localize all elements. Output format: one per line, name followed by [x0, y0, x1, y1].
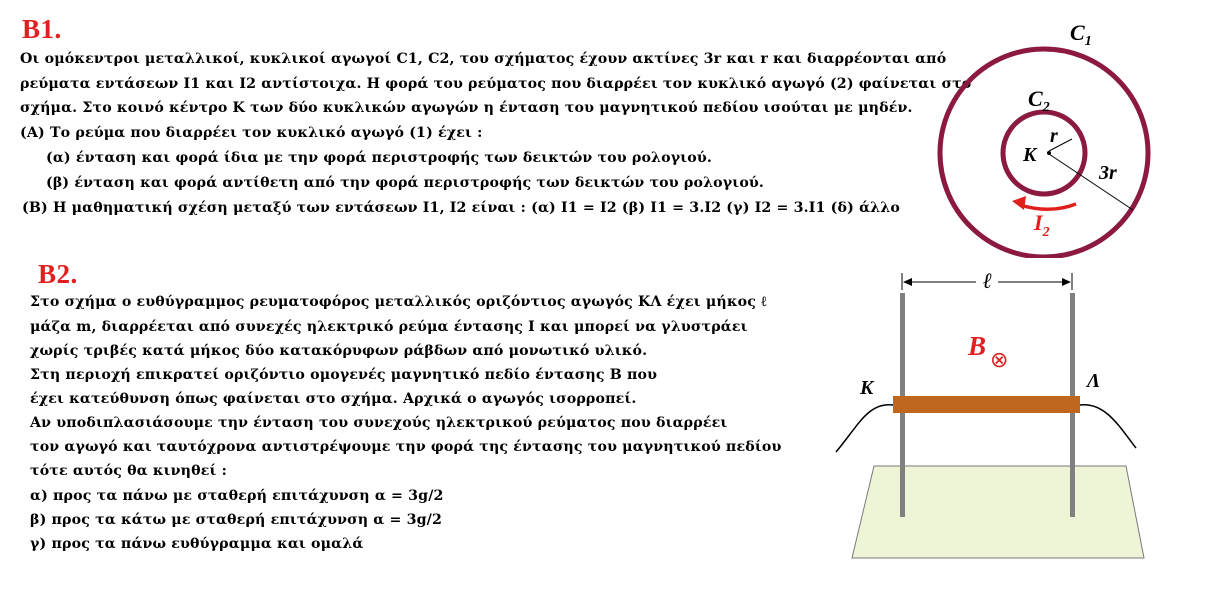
b2-text-line-8: τότε αυτός θα κινηθεί : — [30, 463, 228, 479]
b1-option-alpha: (α) ένταση και φορά ίδια με την φορά περιστροφής των δεικτών του ρολογιού. — [46, 150, 712, 166]
b2-text-line-2: μάζα m, διαρρέεται από συνεχές ηλεκτρικό ρεύμα έντασης Ι και μπορεί να γλυστράει — [30, 319, 748, 335]
b2-text-line-7: τον αγωγό και ταυτόχρονα αντιστρέψουμε την φορά της έντασης του μαγνητικού πεδίου — [30, 439, 782, 455]
length-arrow-right — [1062, 278, 1071, 286]
b2-heading: B2. — [38, 259, 78, 289]
length-label: ℓ — [982, 268, 992, 293]
inner-conductor-c2 — [1003, 112, 1085, 194]
b2-figure — [830, 266, 1170, 566]
length-arrow-left — [903, 278, 912, 286]
left-wire — [836, 405, 893, 452]
b1-text-line-2: ρεύματα εντάσεων Ι1 και Ι2 αντίστοιχα. Η φορά του ρεύματος που διαρρέει τον κυκλικό αγωγό (2) φαίνεται στο — [20, 76, 972, 92]
center-k-label: K — [1023, 144, 1037, 166]
b1-heading: B1. — [22, 14, 62, 44]
field-b-label: B — [968, 331, 987, 361]
b1-question-b: (Β) Η μαθηματική σχέση μεταξύ των εντάσεων Ι1, Ι2 είναι : (α) Ι1 = Ι2 (β) Ι1 = 3.Ι2 (γ) Ι2 = 3.Ι1 (δ) άλλο — [22, 200, 900, 216]
b2-option-c: γ) προς τα πάνω ευθύγραμμα και ομαλά — [30, 536, 364, 552]
b1-text-line-3: σχήμα. Στο κοινό κέντρο Κ των δύο κυκλικών αγωγών η ένταση του μαγνητικού πεδίου ισούται με μηδέν. — [20, 100, 913, 116]
center-point — [1047, 151, 1051, 155]
b2-text-line-6: Αν υποδιπλασιάσουμε την ένταση του συνεχούς ηλεκτρικού ρεύματος που διαρρέει — [30, 415, 728, 431]
outer-radius-line — [1049, 154, 1133, 210]
conducting-rod-kl — [893, 396, 1080, 413]
base-plate — [852, 466, 1144, 558]
b1-text-line-1: Οι ομόκεντροι μεταλλικοί, κυκλικοί αγωγοί C1, C2, του σχήματος έχουν ακτίνες 3r και r και διαρρέονται από — [20, 51, 947, 67]
c2-label: $C_2$ — [1028, 86, 1050, 115]
outer-radius-label: 3r — [1099, 162, 1117, 184]
b1-figure — [930, 14, 1220, 258]
current-direction-arrow — [1020, 204, 1076, 209]
b1-option-beta: (β) ένταση και φορά αντίθετη από την φορά περιστροφής των δεικτών του ρολογιού. — [46, 175, 765, 191]
c1-label: $C_1$ — [1070, 20, 1092, 49]
b1-question-a: (Α) Το ρεύμα που διαρρέει τον κυκλικό αγωγό (1) έχει : — [20, 125, 483, 141]
current-arrow-head — [1012, 196, 1026, 210]
rod-end-lambda-label: Λ — [1087, 370, 1101, 392]
b2-text-line-3: χωρίς τριβές κατά μήκος δύο κατακόρυφων ράβδων από μονωτικό υλικό. — [30, 343, 648, 359]
field-into-page-symbol: ⊗ — [990, 347, 1009, 372]
right-wire — [1080, 405, 1136, 448]
b2-text-line-4: Στη περιοχή επικρατεί οριζόντιο ομογενές μαγνητικό πεδίο έντασης Β που — [30, 367, 658, 383]
current-i2-label: $I_2$ — [1034, 210, 1050, 240]
b2-text-line-1: Στο σχήμα ο ευθύγραμμος ρευματοφόρος μεταλλικός οριζόντιος αγωγός ΚΛ έχει μήκος ℓ — [30, 294, 767, 310]
b2-option-b: β) προς τα κάτω με σταθερή επιτάχυνση α = 3g/2 — [30, 512, 443, 528]
b2-text-line-5: έχει κατεύθυνση όπως φαίνεται στο σχήμα. Αρχικά ο αγωγός ισορροπεί. — [30, 391, 637, 407]
b2-option-a: α) προς τα πάνω με σταθερή επιτάχυνση α = 3g/2 — [30, 488, 444, 504]
inner-radius-label: r — [1050, 125, 1058, 147]
rod-end-k-label: K — [860, 377, 874, 399]
